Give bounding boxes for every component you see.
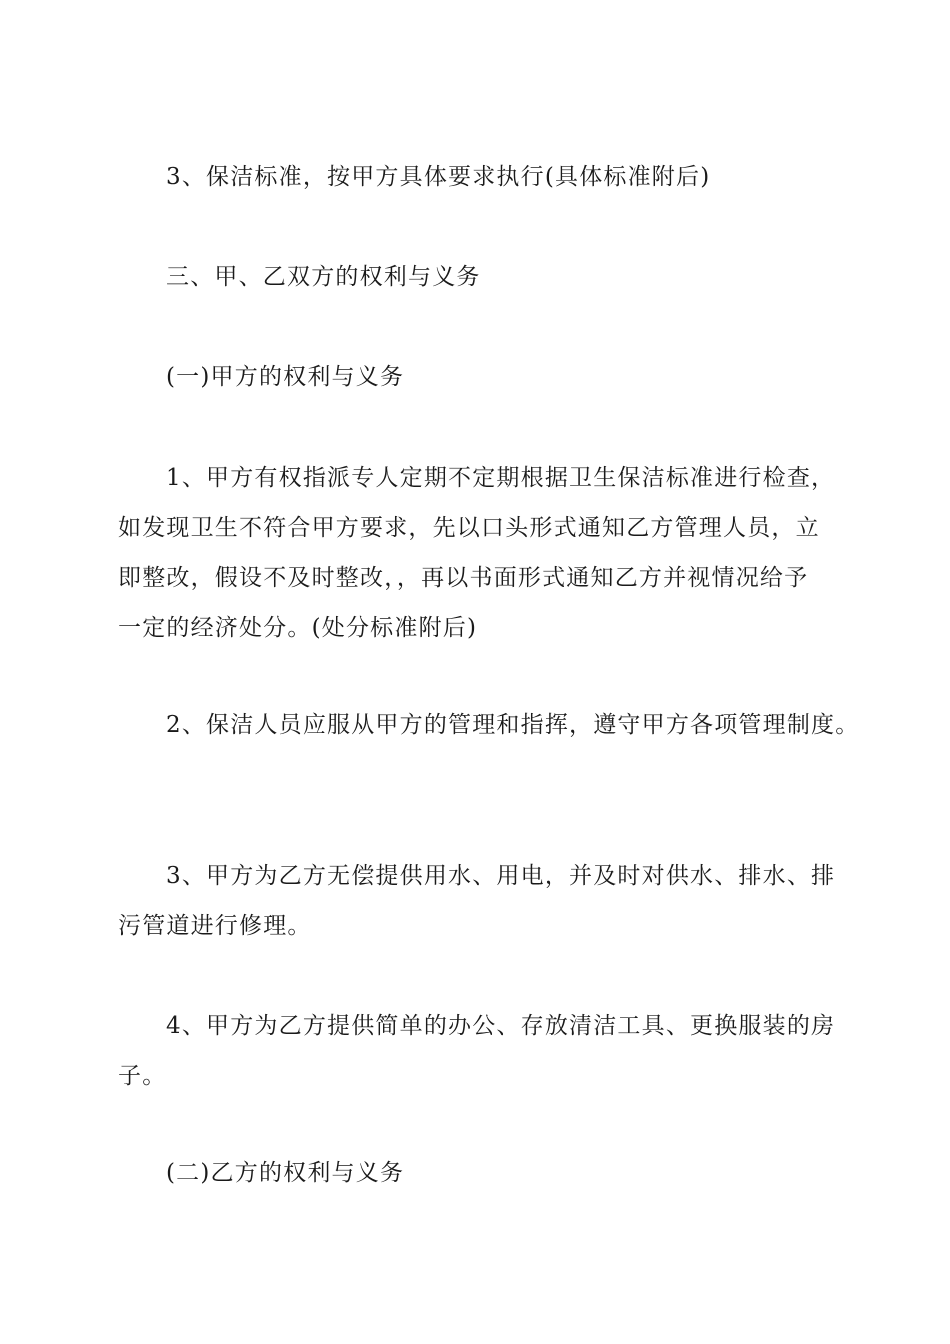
text-line: 如发现卫生不符合甲方要求，先以口头形式通知乙方管理人员，立: [118, 515, 820, 541]
text-line: 污管道进行修理。: [118, 913, 312, 939]
text-line: 1、甲方有权指派专人定期不定期根据卫生保洁标准进行检查，: [166, 465, 836, 491]
text-line: 三、甲、乙双方的权利与义务: [166, 264, 481, 290]
paragraph-staff-compliance: [118, 700, 860, 750]
subsection-heading-party-a: [118, 352, 848, 402]
text-line: 即整改，假设不及时整改，，再以书面形式通知乙方并视情况给予: [118, 565, 809, 591]
text-line: 2、保洁人员应服从甲方的管理和指挥，遵守甲方各项管理制度。: [166, 712, 860, 738]
paragraph-utilities: [118, 851, 848, 951]
text-line: (二)乙方的权利与义务: [166, 1160, 405, 1186]
subsection-heading-party-b: [118, 1148, 848, 1198]
text-line: (一)甲方的权利与义务: [166, 364, 405, 390]
paragraph-inspection-rights: [118, 453, 848, 653]
text-line: 3、甲方为乙方无偿提供用水、用电，并及时对供水、排水、排: [166, 863, 836, 889]
text-line: 子。: [118, 1063, 167, 1089]
text-line: 一定的经济处分。(处分标准附后): [118, 615, 478, 641]
text-line: 3、保洁标准，按甲方具体要求执行(具体标准附后): [166, 164, 711, 190]
paragraph-cleaning-standard: [118, 152, 848, 202]
section-heading-rights-obligations: [118, 252, 848, 302]
paragraph-office-space: [118, 1001, 848, 1101]
text-line: 4、甲方为乙方提供简单的办公、存放清洁工具、更换服装的房: [166, 1013, 836, 1039]
